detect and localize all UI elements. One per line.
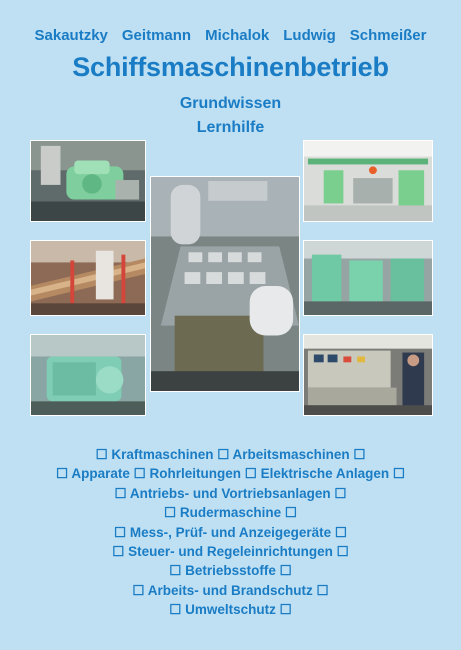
book-title: Schiffsmaschinenbetrieb	[72, 52, 389, 82]
photo-control-room-operator	[303, 334, 433, 416]
author-name: Geitmann	[121, 27, 192, 44]
topic-line: ☐ Mess-, Prüf- und Anzeigegeräte ☐	[114, 524, 347, 540]
author-name: Schmeißer	[349, 27, 427, 44]
topic-line: ☐ Arbeits- und Brandschutz ☐	[132, 582, 329, 598]
topic-line: ☐ Betriebsstoffe ☐	[169, 563, 292, 579]
photo-engine-room-overview	[303, 140, 433, 222]
author-name: Ludwig	[283, 27, 336, 44]
author-list	[0, 27, 461, 44]
topic-line: ☐ Antriebs- und Vortriebsanlagen ☐	[114, 485, 347, 501]
photo-green-generator	[30, 334, 146, 416]
book-subtitle: Grundwissen	[179, 95, 282, 112]
topic-line: ☐ Umweltschutz ☐	[169, 602, 292, 618]
topic-list	[0, 445, 461, 620]
photo-ship-shaft-tunnel	[30, 240, 146, 316]
author-name: Sakautzky	[34, 27, 108, 44]
book-subtitle-secondary: Lernhilfe	[196, 119, 265, 136]
topic-line: ☐ Rudermaschine ☐	[164, 505, 297, 521]
photo-main-diesel-engine	[150, 176, 300, 392]
topic-line: ☐ Steuer- und Regeleinrichtungen ☐	[112, 543, 349, 559]
topic-line: ☐ Apparate ☐ Rohrleitungen ☐ Elektrische Anlagen ☐	[56, 466, 405, 482]
topic-line: ☐ Kraftmaschinen ☐ Arbeitsmaschinen ☐	[95, 447, 366, 462]
photo-green-engine-pump	[30, 140, 146, 222]
author-name: Michalok	[205, 27, 270, 44]
photo-green-aggregates	[303, 240, 433, 316]
